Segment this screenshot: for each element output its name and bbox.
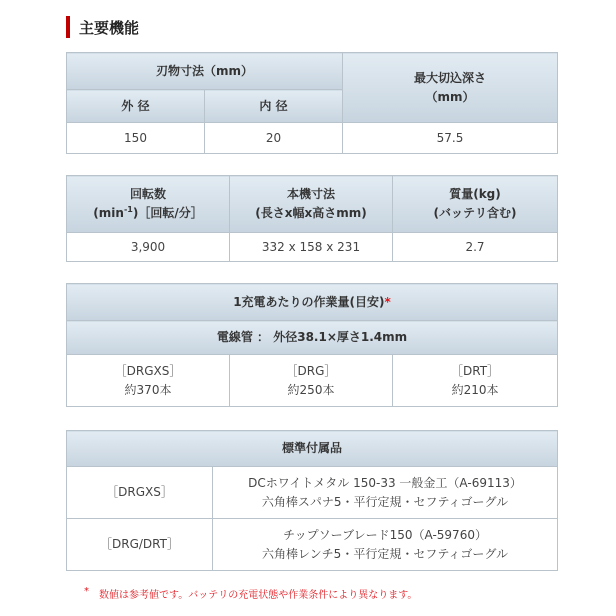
header-rotation	[67, 176, 230, 233]
body-spec-table	[66, 175, 558, 262]
work-cell-drg	[230, 355, 393, 407]
header-rotation-label: 回転数	[129, 187, 166, 202]
header-mass-note: (バッテリ含む)	[433, 206, 517, 220]
asterisk-mark: *	[384, 294, 391, 309]
value-mass: 2.7	[393, 233, 558, 262]
header-dimensions	[230, 176, 393, 233]
footnote-mark: *	[84, 586, 89, 597]
value-max-depth: 57.5	[343, 123, 558, 154]
work-cell-drgxs	[67, 355, 230, 407]
work-count: 約210本	[451, 382, 499, 397]
header-inner-diameter: 内 径	[205, 90, 343, 123]
work-count: 約370本	[124, 382, 172, 397]
header-blade-size: 刃物寸法（mm）	[67, 53, 343, 90]
heading-accent-bar	[66, 16, 70, 38]
blade-spec-table	[66, 52, 558, 154]
section-heading	[66, 16, 139, 38]
accessories-table	[66, 430, 558, 571]
accessory-items-drg-drt	[213, 519, 558, 571]
header-mass	[393, 176, 558, 233]
work-cell-drt	[393, 355, 558, 407]
accessory-items-drgxs	[213, 467, 558, 519]
value-rotation: 3,900	[67, 233, 230, 262]
header-accessories: 標準付属品	[67, 431, 558, 467]
header-mass-label: 質量(kg)	[449, 187, 501, 202]
work-amount-table	[66, 283, 558, 407]
header-pipe-spec: 電線管 ： 外径38.1×厚さ1.4mm	[67, 321, 558, 355]
rotation-unit-pre: (min	[93, 206, 124, 220]
footnote	[84, 586, 417, 601]
accessory-model-drg-drt: ［DRG/DRT］	[67, 519, 213, 571]
rotation-unit-sup: -1	[123, 205, 133, 214]
accessory-model-drgxs: ［DRGXS］	[67, 467, 213, 519]
rotation-unit-post: )［回転/分］	[132, 206, 203, 220]
value-inner-diameter: 20	[205, 123, 343, 154]
header-max-depth	[343, 53, 558, 123]
model-label: ［DRGXS］	[114, 363, 182, 378]
header-max-depth-unit: （mm）	[425, 89, 475, 104]
accessory-line: 六角棒レンチ5・平行定規・セフティゴーグル	[261, 546, 509, 561]
header-work-amount	[67, 284, 558, 321]
section-title: 主要機能	[79, 18, 140, 37]
value-outer-diameter: 150	[67, 123, 205, 154]
accessory-line: チップソーブレード150（A-59760）	[283, 527, 487, 542]
header-max-depth-label: 最大切込深さ	[414, 70, 487, 85]
model-label: ［DRT］	[450, 363, 500, 378]
accessory-line: 六角棒スパナ5・平行定規・セフティゴーグル	[261, 494, 509, 509]
header-rotation-unit	[67, 204, 229, 223]
model-label: ［DRG］	[285, 363, 337, 378]
accessory-line: DCホワイトメタル 150-33 一般金工（A-69113）	[248, 475, 522, 490]
work-amount-title: 1充電あたりの作業量(目安)	[233, 294, 385, 309]
work-count: 約250本	[287, 382, 335, 397]
value-dimensions: 332 x 158 x 231	[230, 233, 393, 262]
footnote-text: 数値は参考値です。バッテリの充電状態や作業条件により異なります。	[99, 590, 418, 601]
header-dimensions-unit: (長さx幅x高さmm)	[255, 206, 367, 220]
header-dimensions-label: 本機寸法	[286, 187, 335, 202]
header-outer-diameter: 外 径	[67, 90, 205, 123]
